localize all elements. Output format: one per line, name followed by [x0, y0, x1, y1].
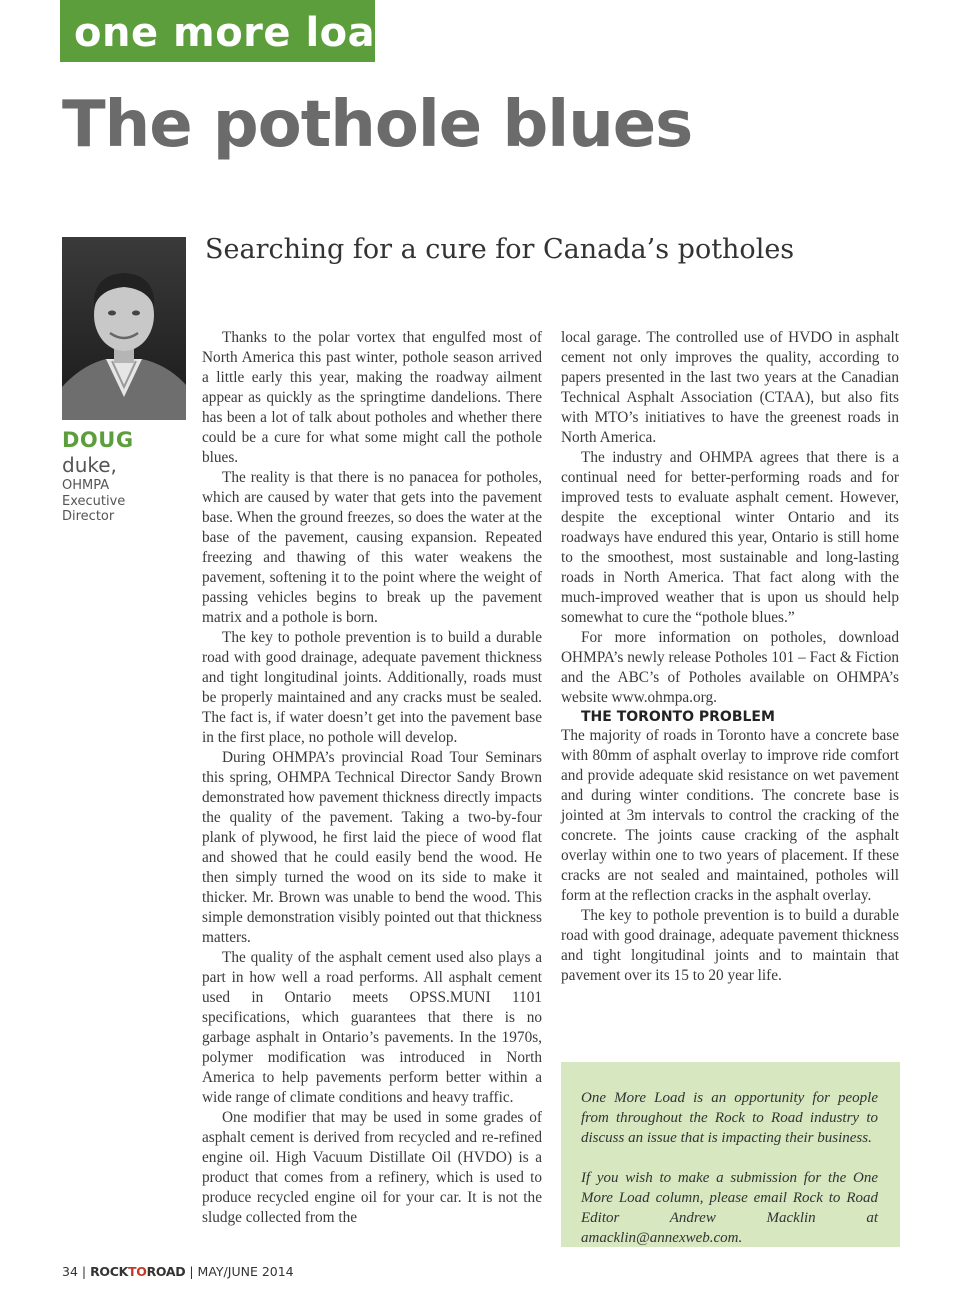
author-org: OHMPA — [62, 478, 110, 493]
logo-part-rock: ROCK — [90, 1264, 129, 1279]
callout-box — [561, 1062, 900, 1247]
paragraph: During OHMPA’s provincial Road Tour Seminars this spring, OHMPA Technical Director Sandy Brown demonstrated how pavement thickness directly impacts the quality of the pavement. Taking a two-by-four plank of plywood, he first laid the piece of wood flat and showed that he could easily bend the wood. He then simply turned the wood on its side to make it thicker. Mr. Brown was unable to bend the wood. This simple demonstration visibly pointed out that thickness matters. — [202, 749, 542, 946]
magazine-logo — [90, 1264, 185, 1279]
paragraph: The reality is that there is no panacea for potholes, which are caused by water that gets into the pavement base. When the ground freezes, so does the water at the base of the pavement, causing expansion. Repeated freezing and thawing of this water weakens the pavement, softening it to the point where the weight of passing vehicles begins to break up the pavement matrix and a pothole is born. — [202, 469, 542, 626]
author-portrait-photo — [62, 237, 186, 420]
paragraph: The key to pothole prevention is to build a durable road with good drainage, adequate pavement thickness and tight longitudinal joints and to maintain that pavement over its 15 to 20 year life. — [561, 907, 899, 984]
paragraph: The industry and OHMPA agrees that there is a continual need for better-performing roads and for improved tests to evaluate asphalt cement. However, despite the exceptional winter Ontario and its roadways have endured this year, Ontario is still home to the smoothest, most sustainable and long-lasting roads in North America. That fact along with the much-improved weather that is upon us should help somewhat to cure the “pothole blues.” — [561, 449, 899, 626]
paragraph: Thanks to the polar vortex that engulfed most of North America this past winter, pothole season arrived a little early this year, making the roadway ailment appear as quickly as the springtime dandelions. There has been a lot of talk about potholes and whether there could be a cure for what some might call the pothole blues. — [202, 329, 542, 466]
paragraph: One modifier that may be used in some grades of asphalt cement is derived from recycled and re-refined engine oil. High Vacuum Distillate Oil (HVDO) is a product that comes from a refinery, which is used to produce recycled engine oil for your car. It is not the sludge collected from the — [202, 1109, 542, 1226]
page-number: 34 — [62, 1264, 78, 1279]
kicker-banner — [60, 0, 405, 62]
paragraph: For more information on potholes, download OHMPA’s newly release Potholes 101 – Fact & Fiction and the ABC’s of Potholes available on OHMPA’s website www.ohmpa.org. — [561, 629, 899, 706]
page-footer — [62, 1264, 294, 1279]
footer-separator: | — [189, 1264, 194, 1279]
logo-part-road: ROAD — [146, 1264, 186, 1279]
article-column-2 — [561, 328, 899, 986]
callout-paragraph: One More Load is an opportunity for people from throughout the Rock to Road industry to discuss an issue that is impacting their business. — [581, 1090, 878, 1146]
article-column-1 — [202, 328, 542, 1228]
paragraph: The key to pothole prevention is to build a durable road with good drainage, adequate pavement thickness and tight longitudinal joints. Additionally, roads must be properly maintained and any cracks must be sealed. The fact is, if water doesn’t get into the pavement base in the first place, no pothole will develop. — [202, 629, 542, 746]
callout-paragraph: If you wish to make a submission for the One More Load column, please email Rock to Road Editor Andrew Macklin at amacklin@annexweb.com. — [581, 1170, 878, 1246]
author-role — [62, 478, 172, 525]
author-title-line2: Director — [62, 509, 115, 524]
paragraph: The quality of the asphalt cement used also plays a part in how well a road performs. All asphalt cement used in Ontario meets OPSS.MUNI 1101 specifications, which guarantees that there is no garbage asphalt in Ontario’s pavements. In the 1970s, polymer modification was introduced in North America to help pavements perform better within a wide range of climate conditions and heavy traffic. — [202, 949, 542, 1106]
author-last-name: duke, — [62, 453, 117, 477]
paragraph: The majority of roads in Toronto have a concrete base with 80mm of asphalt overlay to improve ride comfort and provide adequate skid resistance on wet pavement and during winter conditions. The concrete base is jointed at 3m intervals to control the cracking of the concrete. The joints cause cracking of the asphalt overlay within one to two years of placement. If these cracks are not sealed and maintained, potholes will form at the reflection cracks in the asphalt overlay. — [561, 727, 899, 904]
author-title-line1: Executive — [62, 493, 126, 509]
logo-part-to: TO — [128, 1264, 147, 1279]
paragraph: local garage. The controlled use of HVDO in asphalt cement not only improves the quality, according to papers presented in the last two years at the Canadian Technical Asphalt Association (CTAA), but also fits with MTO’s initiatives to have the greenest roads in North America. — [561, 329, 899, 446]
kicker-text: one more load — [74, 10, 405, 56]
issue-date: MAY/JUNE 2014 — [197, 1264, 294, 1279]
article-headline: The pothole blues — [62, 88, 693, 162]
article-subtitle: Searching for a cure for Canada’s potholes — [205, 234, 795, 265]
footer-separator: | — [81, 1264, 87, 1279]
section-heading: THE TORONTO PROBLEM — [581, 709, 775, 725]
author-first-name: DOUG — [62, 428, 134, 452]
